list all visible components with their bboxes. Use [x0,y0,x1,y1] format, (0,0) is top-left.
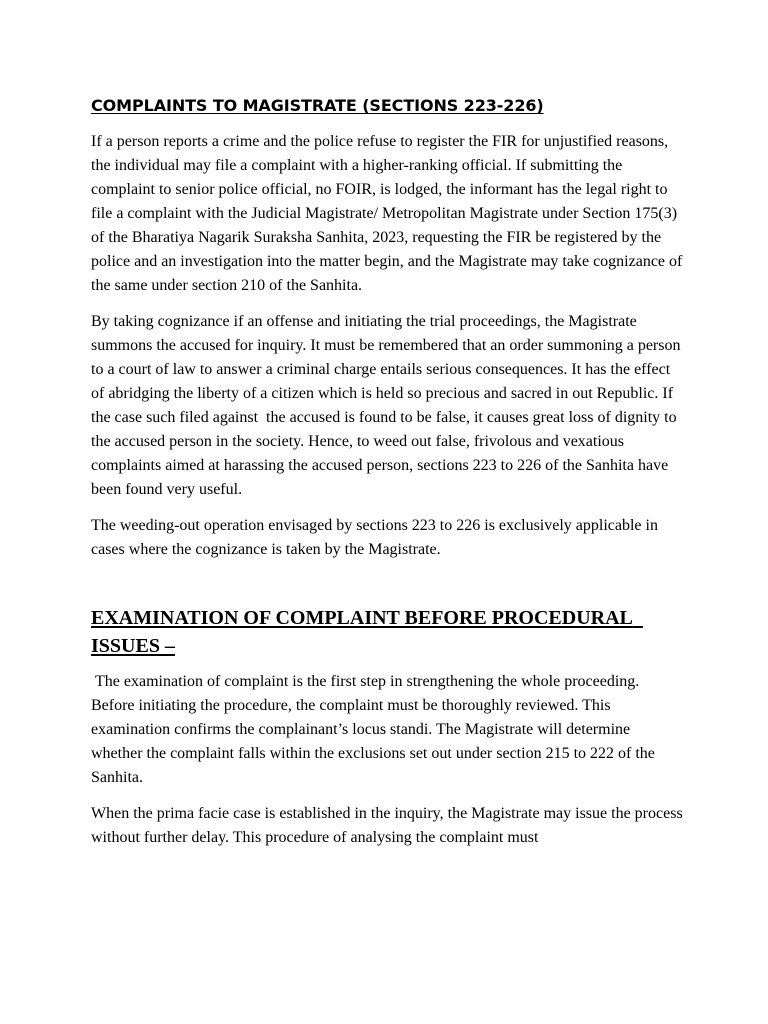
document-body [91,94,687,862]
section-heading-complaints: COMPLAINTS TO MAGISTRATE (SECTIONS 223-226) [91,96,544,115]
paragraph-prima-facie: When the prima facie case is established in the inquiry, the Magistrate may issue the process without further delay. This procedure of analysing the complaint must [91,805,687,846]
section-heading-examination: EXAMINATION OF COMPLAINT BEFORE PROCEDURAL ISSUES – [91,607,643,657]
paragraph-fir-refusal: If a person reports a crime and the police refuse to register the FIR for unjustified reasons, the individual may file a complaint with a higher-ranking official. If submitting the complaint to senior police official, no FOIR, is lodged, the informant has the legal right to file a complaint with the Judicial Magistrate/ Metropolitan Magistrate under Section 175(3) of the Bharatiya Nagarik Suraksha Sanhita, 2023, requesting the FIR be registered by the police and an investigation into the matter begin, and the Magistrate may take cognizance of the same under section 210 of the Sanhita. [91,133,687,294]
paragraph-examination: The examination of complaint is the first step in strengthening the whole proceeding. Before initiating the procedure, the complaint must be thoroughly reviewed. This examination confirms the complainant’s locus standi. The Magistrate will determine whether the complaint falls within the exclusions set out under section 215 to 222 of the Sanhita. [91,673,659,786]
paragraph-weeding-out: The weeding-out operation envisaged by sections 223 to 226 is exclusively applicable in cases where the cognizance is taken by the Magistrate. [91,517,662,558]
paragraph-cognizance: By taking cognizance if an offense and initiating the trial proceedings, the Magistrate summons the accused for inquiry. It must be remembered that an order summoning a person to a court of law to answer a criminal charge entails serious consequences. It has the effect of abridging the liberty of a citizen which is held so precious and sacred in out Republic. If the case such filed against the accused is found to be false, it causes great loss of dignity to the accused person in the society. Hence, to weed out false, frivolous and vexatious complaints aimed at harassing the accused person, sections 223 to 226 of the Sanhita have been found very useful. [91,313,685,498]
